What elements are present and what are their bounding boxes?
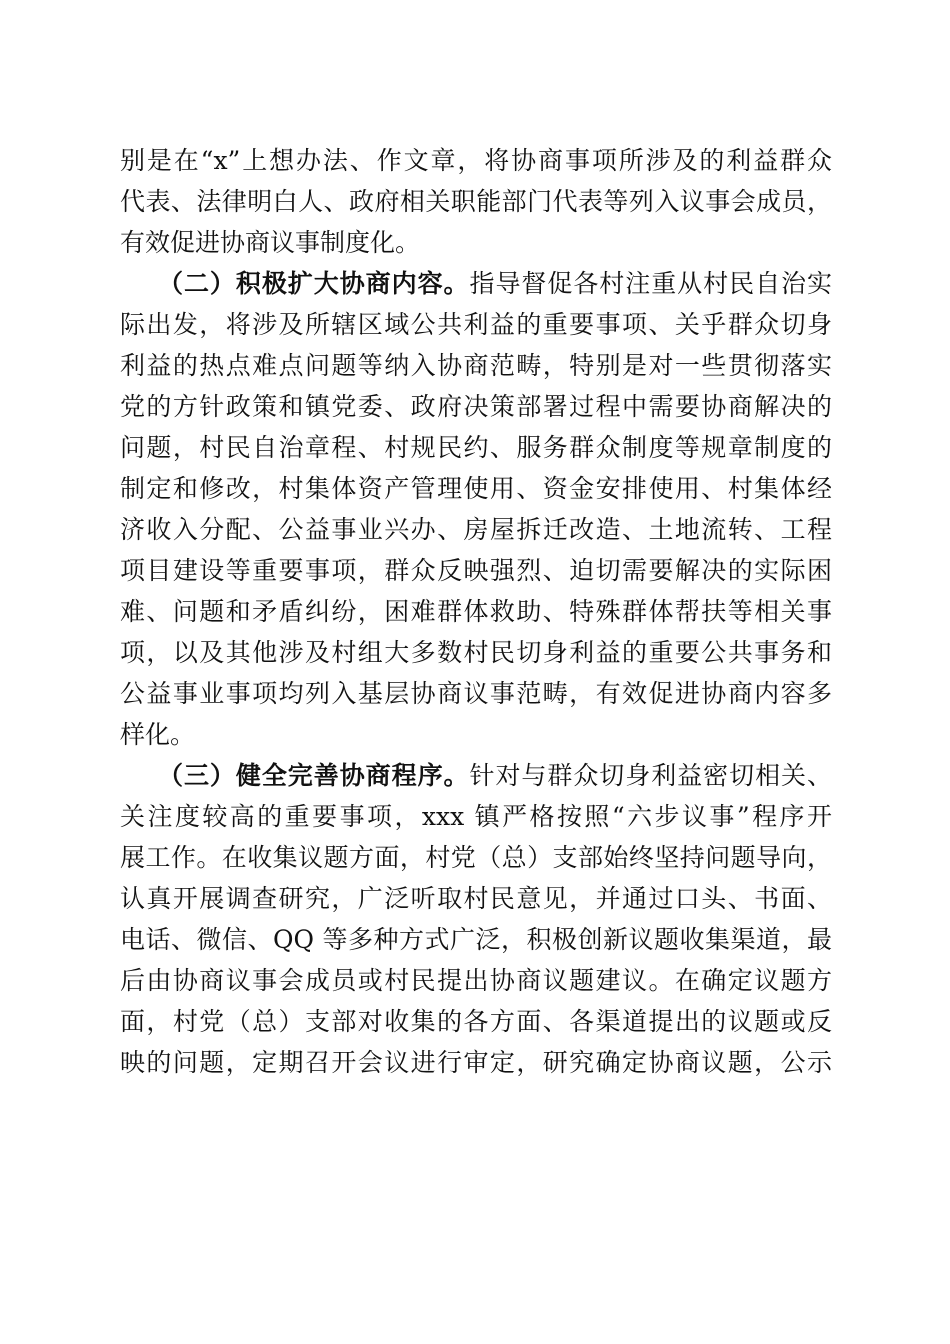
section-heading: （三）健全完善协商程序。 — [158, 761, 470, 790]
paragraph-first-line — [120, 755, 832, 796]
text-line: 关注度较高的重要事项，xxx 镇严格按照“六步议事”程序开 — [120, 802, 832, 831]
paragraph-1 — [120, 140, 832, 263]
text-line: 利益的热点难点问题等纳入协商范畴，特别是对一些贯彻落实 — [120, 351, 832, 380]
text-line: 问题，村民自治章程、村规民约、服务群众制度等规章制度的 — [120, 433, 832, 462]
text-line: 面，村党（总）支部对收集的各方面、各渠道提出的议题或反 — [120, 1007, 832, 1036]
text-line: 展工作。在收集议题方面，村党（总）支部始终坚持问题导向， — [120, 843, 832, 872]
paragraph-2 — [120, 263, 832, 755]
text-line: 映的问题，定期召开会议进行审定，研究确定协商议题，公示 — [120, 1048, 832, 1077]
text-line: 济收入分配、公益事业兴办、房屋拆迁改造、土地流转、工程 — [120, 515, 832, 544]
text-line: 项，以及其他涉及村组大多数村民切身利益的重要公共事务和 — [120, 638, 832, 667]
text-line: 党的方针政策和镇党委、政府决策部署过程中需要协商解决的 — [120, 392, 832, 421]
text-line: 公益事业事项均列入基层协商议事范畴，有效促进协商内容多 — [120, 679, 832, 708]
text-line: 难、问题和矛盾纠纷，困难群体救助、特殊群体帮扶等相关事 — [120, 597, 832, 626]
text-line: 别是在“x”上想办法、作文章，将协商事项所涉及的利益群众 — [120, 146, 832, 175]
text-line: 有效促进协商议事制度化。 — [120, 228, 421, 257]
text-run: 针对与群众切身利益密切相关、 — [469, 761, 832, 790]
text-line: 制定和修改，村集体资产管理使用、资金安排使用、村集体经 — [120, 474, 832, 503]
text-line: 际出发，将涉及所辖区域公共利益的重要事项、关乎群众切身 — [120, 310, 832, 339]
text-line: 样化。 — [120, 720, 196, 749]
text-line: 电话、微信、QQ 等多种方式广泛，积极创新议题收集渠道，最 — [120, 925, 832, 954]
text-line: 后由协商议事会成员或村民提出协商议题建议。在确定议题方 — [120, 966, 832, 995]
paragraph-first-line — [120, 263, 832, 304]
section-heading: （二）积极扩大协商内容。 — [158, 269, 470, 298]
text-run: 指导督促各村注重从村民自治实 — [469, 269, 832, 298]
document-body — [120, 140, 832, 1083]
text-line: 代表、法律明白人、政府相关职能部门代表等列入议事会成员， — [120, 187, 832, 216]
text-line: 认真开展调查研究，广泛听取村民意见，并通过口头、书面、 — [120, 884, 832, 913]
text-line: 项目建设等重要事项，群众反映强烈、迫切需要解决的实际困 — [120, 556, 832, 585]
paragraph-3 — [120, 755, 832, 1083]
